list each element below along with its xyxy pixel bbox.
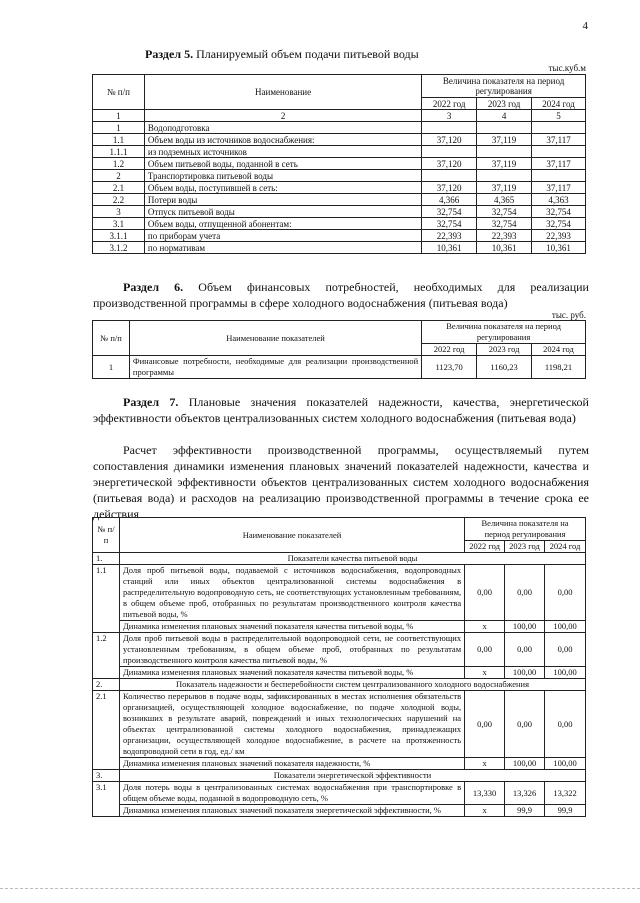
row-value-2022 — [422, 122, 477, 134]
row-value-2022: 32,754 — [422, 218, 477, 230]
row-num: 2 — [93, 170, 145, 182]
row-name: Количество перерывов в подаче воды, зафиксированных в местах исполнения обязательств организацией, осуществляющей холодное водоснабжение, по подаче холодной воды, возникших в результате аварий, повреждений и иных технологических нарушений на объектах централизованной системы холодного водоснабжения, принадлежащих организации, осуществляющей холодное водоснабжение, в расчете на протяженность водопроводной сети в год, ед./ км — [119, 691, 464, 758]
row-value-2022: x — [465, 805, 505, 817]
table-row — [93, 146, 586, 158]
row-num: 3.1.2 — [93, 242, 145, 254]
group-num: 2. — [93, 679, 120, 691]
row-value-2023 — [477, 170, 532, 182]
page-bottom-divider — [0, 888, 640, 889]
group-row — [93, 770, 586, 782]
row-value-2023 — [477, 122, 532, 134]
row-value-2023: 0,00 — [505, 691, 545, 758]
row-value-2022: 0,00 — [465, 633, 505, 667]
row-value-2023: 10,361 — [477, 242, 532, 254]
row-value-2024: 100,00 — [545, 758, 586, 770]
table-row — [93, 182, 586, 194]
row-num: 2.2 — [93, 194, 145, 206]
row-num: 1.2 — [93, 158, 145, 170]
table-row — [93, 170, 586, 182]
row-value-2024: 0,00 — [545, 691, 586, 758]
row-value-2022 — [422, 170, 477, 182]
table-cell: 1 — [93, 110, 145, 122]
row-value-2023: 22,393 — [477, 230, 532, 242]
section7-paragraph: Расчет эффективности производственной программы, осуществляемый путем сопоставления динамики изменения плановых значений показателей надежности, качества и энергетической эффективности объектов централизованных систем холодного водоснабжения (питьевая вода) и расходов на реализацию производственной программы в течение срока ее действия — [93, 443, 589, 521]
row-value-2023: 100,00 — [505, 621, 545, 633]
row-value-2023: 0,00 — [505, 565, 545, 621]
col-header-name: Наименование показателей — [119, 518, 464, 553]
col-header-2024: 2024 год — [532, 98, 586, 110]
row-value-2022: 0,00 — [465, 691, 505, 758]
table-cell: 3 — [422, 110, 477, 122]
row-value-2024: 37,117 — [532, 134, 586, 146]
row-num: 2.1 — [93, 691, 120, 770]
row-name: Динамика изменения плановых значений показателя качества питьевой воды, % — [119, 621, 464, 633]
row-value-2022: 37,120 — [422, 158, 477, 170]
row-value-2023: 37,119 — [477, 182, 532, 194]
row-name: Динамика изменения плановых значений показателя надежности, % — [119, 758, 464, 770]
col-header-2023: 2023 год — [477, 98, 532, 110]
row-value-2023: 4,365 — [477, 194, 532, 206]
section6-title-text: Объем финансовых потребностей, необходимых для реализации производственной программы в сфере холодного водоснабжения (питьевая вода) — [93, 280, 589, 310]
col-header-2024: 2024 год — [545, 541, 586, 553]
table-row — [93, 242, 586, 254]
row-value-2023: 37,119 — [477, 158, 532, 170]
row-value-2023: 32,754 — [477, 206, 532, 218]
col-header-name: Наименование показателей — [129, 321, 421, 356]
section7-title — [93, 394, 589, 426]
group-title: Показатели качества питьевой воды — [119, 553, 585, 565]
row-name: Динамика изменения плановых значений показателя качества питьевой воды, % — [119, 667, 464, 679]
col-header-2022: 2022 год — [422, 344, 477, 356]
page-number: 4 — [582, 20, 588, 32]
row-num: 1.1.1 — [93, 146, 145, 158]
table-row — [93, 565, 586, 621]
row-value-2022: 22,393 — [422, 230, 477, 242]
row-value-2022: x — [465, 758, 505, 770]
row-value-2024: 0,00 — [545, 633, 586, 667]
table-cell: 5 — [532, 110, 586, 122]
row-num: 1.1 — [93, 565, 120, 633]
col-header-num: № п/п — [93, 75, 145, 110]
section6-title-bold: Раздел 6. — [123, 280, 184, 294]
row-value-2024: 100,00 — [545, 621, 586, 633]
row-value-2022: 10,361 — [422, 242, 477, 254]
row-name: Доля проб питьевой воды в распределительной водопроводной сети, не соответствующих установленным требованиям, в общем объеме проб, отобранных по результатам производственного контроля качества питьевой воды, % — [119, 633, 464, 667]
section7-title-text: Плановые значения показателей надежности, качества, энергетической эффективности объектов централизованных систем холодного водоснабжения (питьевая вода) — [93, 395, 589, 425]
table-row — [93, 230, 586, 242]
row-value-2022: x — [465, 621, 505, 633]
col-header-2024: 2024 год — [532, 344, 586, 356]
row-name: Доля потерь воды в централизованных системах водоснабжения при транспортировке в общем объеме воды, поданной в водопроводную сеть, % — [119, 782, 464, 805]
row-value-2022: 4,366 — [422, 194, 477, 206]
row-num: 1 — [93, 356, 130, 379]
row-name: Отпуск питьевой воды — [144, 206, 421, 218]
row-name: Водоподготовка — [144, 122, 421, 134]
row-value-2024 — [532, 170, 586, 182]
section6-unit: тыс. руб. — [551, 310, 586, 320]
col-header-num: № п/п — [93, 321, 130, 356]
table-row — [93, 633, 586, 667]
section5-unit: тыс.куб.м — [548, 63, 586, 73]
table-cell: 2 — [144, 110, 421, 122]
row-num: 3 — [93, 206, 145, 218]
row-value-2023: 99,9 — [505, 805, 545, 817]
row-value-2023: 37,119 — [477, 134, 532, 146]
row-value-2024: 22,393 — [532, 230, 586, 242]
table-row — [93, 691, 586, 758]
col-header-name: Наименование — [144, 75, 421, 110]
section7-table — [92, 517, 586, 817]
row-value-2023: 32,754 — [477, 218, 532, 230]
row-value-2022: 0,00 — [465, 565, 505, 621]
row-value-2023: 0,00 — [505, 633, 545, 667]
group-row — [93, 553, 586, 565]
row-value-2023: 100,00 — [505, 758, 545, 770]
table-row — [93, 122, 586, 134]
table-row — [93, 356, 586, 379]
row-name: Динамика изменения плановых значений показателя энергетической эффективности, % — [119, 805, 464, 817]
row-name: Потери воды — [144, 194, 421, 206]
table-row — [93, 218, 586, 230]
row-value-2022 — [422, 146, 477, 158]
row-num: 3.1.1 — [93, 230, 145, 242]
col-header-2023: 2023 год — [505, 541, 545, 553]
col-header-group: Величина показателя на период регулирования — [422, 321, 586, 344]
row-value-2022: 37,120 — [422, 134, 477, 146]
row-value-2023: 13,326 — [505, 782, 545, 805]
table-cell: 4 — [477, 110, 532, 122]
table-row — [93, 194, 586, 206]
row-value-2024: 13,322 — [545, 782, 586, 805]
col-header-2022: 2022 год — [465, 541, 505, 553]
col-header-group: Величина показателя на период регулирования — [465, 518, 586, 541]
dynamics-row — [93, 758, 586, 770]
row-name: Объем воды, поступившей в сеть: — [144, 182, 421, 194]
row-name: Объем воды из источников водоснабжения: — [144, 134, 421, 146]
row-value-2023: 1160,23 — [477, 356, 532, 379]
row-name: Объем питьевой воды, поданной в сеть — [144, 158, 421, 170]
group-row — [93, 679, 586, 691]
row-value-2024: 32,754 — [532, 206, 586, 218]
row-name: из подземных источников — [144, 146, 421, 158]
section5-table — [92, 74, 586, 254]
section5-title-bold: Раздел 5. — [145, 47, 194, 61]
table-row — [93, 158, 586, 170]
row-value-2023 — [477, 146, 532, 158]
row-value-2024: 4,363 — [532, 194, 586, 206]
group-title: Показатели энергетической эффективности — [119, 770, 585, 782]
dynamics-row — [93, 621, 586, 633]
row-value-2024 — [532, 146, 586, 158]
table-row — [93, 206, 586, 218]
col-header-group: Величина показателя на период регулирования — [422, 75, 586, 98]
row-num: 1.2 — [93, 633, 120, 679]
section5-title — [145, 46, 419, 62]
row-name: Доля проб питьевой воды, подаваемой с источников водоснабжения, водопроводных станций или иных объектов централизованной системы водоснабжения в распределительную водопроводную сеть, не соответствующих установленным требованиям, в общем объеме проб, отобранных по результатам производственного контроля качества питьевой воды, % — [119, 565, 464, 621]
dynamics-row — [93, 805, 586, 817]
table-row — [93, 134, 586, 146]
group-num: 3. — [93, 770, 120, 782]
row-num: 1 — [93, 122, 145, 134]
row-num: 3.1 — [93, 782, 120, 817]
row-value-2024: 37,117 — [532, 158, 586, 170]
row-value-2022: 13,330 — [465, 782, 505, 805]
row-num: 2.1 — [93, 182, 145, 194]
row-value-2022: 1123,70 — [422, 356, 477, 379]
group-title: Показатель надежности и бесперебойности систем централизованного холодного водоснабжения — [119, 679, 585, 691]
row-value-2022: x — [465, 667, 505, 679]
row-value-2024: 10,361 — [532, 242, 586, 254]
table-row — [93, 782, 586, 805]
section6-title — [93, 279, 589, 311]
col-header-2022: 2022 год — [422, 98, 477, 110]
col-header-num: № п/п — [93, 518, 120, 553]
group-num: 1. — [93, 553, 120, 565]
row-value-2024: 32,754 — [532, 218, 586, 230]
section5-title-text: Планируемый объем подачи питьевой воды — [193, 47, 419, 61]
col-header-2023: 2023 год — [477, 344, 532, 356]
row-name: по приборам учета — [144, 230, 421, 242]
row-num: 1.1 — [93, 134, 145, 146]
index-row — [93, 110, 586, 122]
row-value-2022: 37,120 — [422, 182, 477, 194]
dynamics-row — [93, 667, 586, 679]
row-value-2023: 100,00 — [505, 667, 545, 679]
row-value-2024: 99,9 — [545, 805, 586, 817]
section7-title-bold: Раздел 7. — [123, 395, 179, 409]
row-value-2024: 0,00 — [545, 565, 586, 621]
row-name: Транспортировка питьевой воды — [144, 170, 421, 182]
row-name: Объем воды, отпущенной абонентам: — [144, 218, 421, 230]
row-name: Финансовые потребности, необходимые для реализации производственной программы — [129, 356, 421, 379]
row-value-2024: 1198,21 — [532, 356, 586, 379]
row-name: по нормативам — [144, 242, 421, 254]
row-value-2024: 100,00 — [545, 667, 586, 679]
section6-table — [92, 320, 586, 379]
row-value-2024 — [532, 122, 586, 134]
row-num: 3.1 — [93, 218, 145, 230]
row-value-2022: 32,754 — [422, 206, 477, 218]
row-value-2024: 37,117 — [532, 182, 586, 194]
